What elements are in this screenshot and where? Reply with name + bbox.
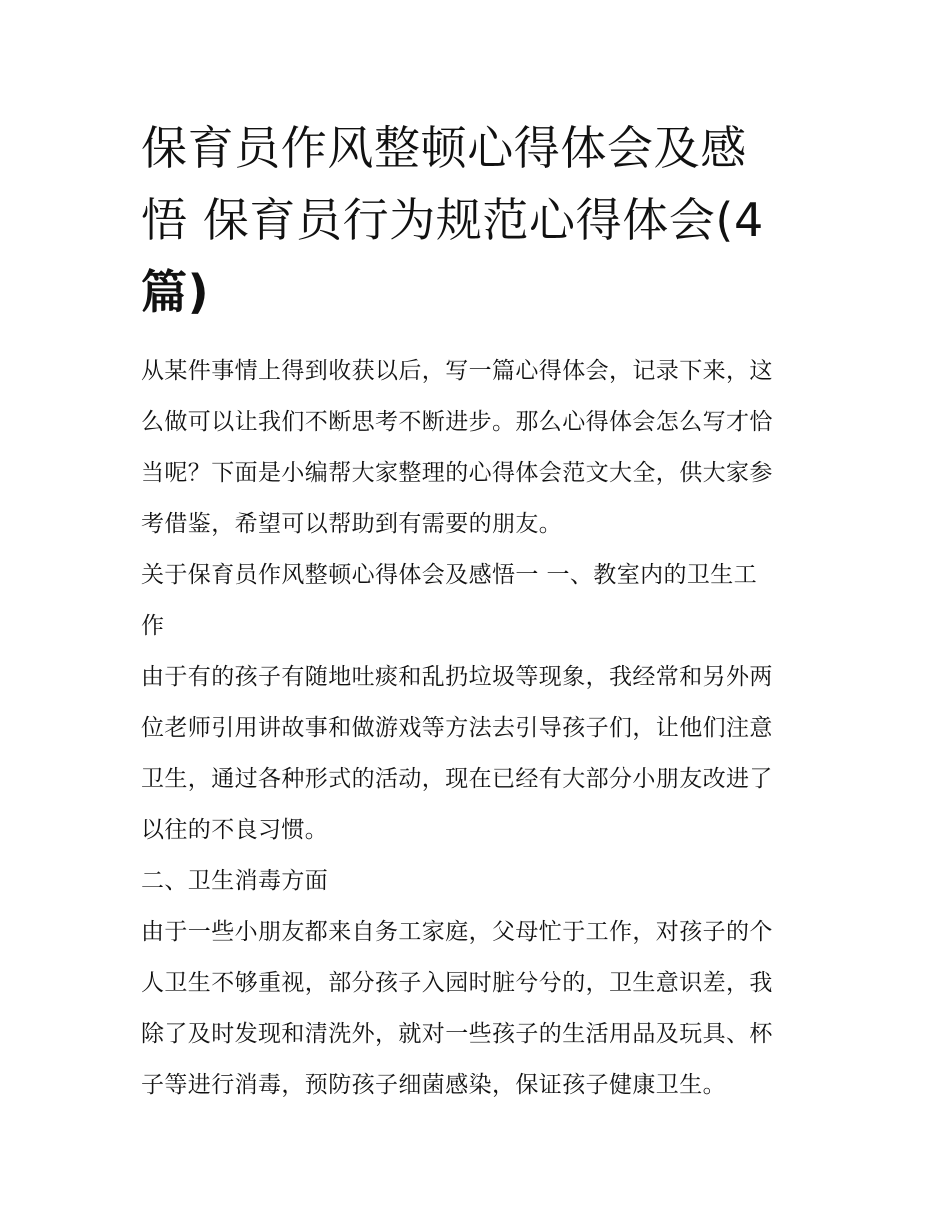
title-line: 篇) — [141, 265, 210, 319]
paragraph-line: 卫生，通过各种形式的活动，现在已经有大部分小朋友改进了 — [141, 766, 773, 792]
title-line: 保育员作风整顿心得体会及感 — [141, 121, 747, 175]
paragraph-line: 当呢？下面是小编帮大家整理的心得体会范文大全，供大家参 — [141, 460, 773, 486]
document-content — [141, 112, 816, 1111]
paragraph-line: 人卫生不够重视，部分孩子入园时脏兮兮的，卫生意识差，我 — [141, 970, 773, 996]
paragraph-line: 子等进行消毒，预防孩子细菌感染，保证孩子健康卫生。 — [141, 1072, 726, 1098]
document-title — [141, 112, 816, 328]
paragraph-line: 位老师引用讲故事和做游戏等方法去引导孩子们，让他们注意 — [141, 715, 773, 741]
paragraph-line: 考借鉴，希望可以帮助到有需要的朋友。 — [141, 511, 563, 537]
paragraph-line: 作 — [141, 613, 165, 639]
document-body — [141, 346, 816, 1111]
paragraph-line: 二、卫生消毒方面 — [141, 868, 329, 894]
paragraph-line: 除了及时发现和清洗外，就对一些孩子的生活用品及玩具、杯 — [141, 1021, 773, 1047]
subheading-paragraph — [141, 856, 816, 907]
paragraph-line: 关于保育员作风整顿心得体会及感悟一 一、教室内的卫生工 — [141, 562, 758, 588]
intro-paragraph — [141, 346, 816, 550]
paragraph-line: 由于有的孩子有随地吐痰和乱扔垃圾等现象，我经常和另外两 — [141, 664, 773, 690]
paragraph-line: 么做可以让我们不断思考不断进步。那么心得体会怎么写才恰 — [141, 409, 773, 435]
paragraph-line: 由于一些小朋友都来自务工家庭，父母忙于工作，对孩子的个 — [141, 919, 773, 945]
disinfection-paragraph — [141, 907, 816, 1111]
classroom-hygiene-paragraph — [141, 652, 816, 856]
title-line: 悟 保育员行为规范心得体会(4 — [141, 193, 764, 247]
paragraph-line: 以往的不良习惯。 — [141, 817, 329, 843]
section-heading-paragraph — [141, 550, 816, 652]
paragraph-line: 从某件事情上得到收获以后，写一篇心得体会，记录下来，这 — [141, 358, 773, 384]
